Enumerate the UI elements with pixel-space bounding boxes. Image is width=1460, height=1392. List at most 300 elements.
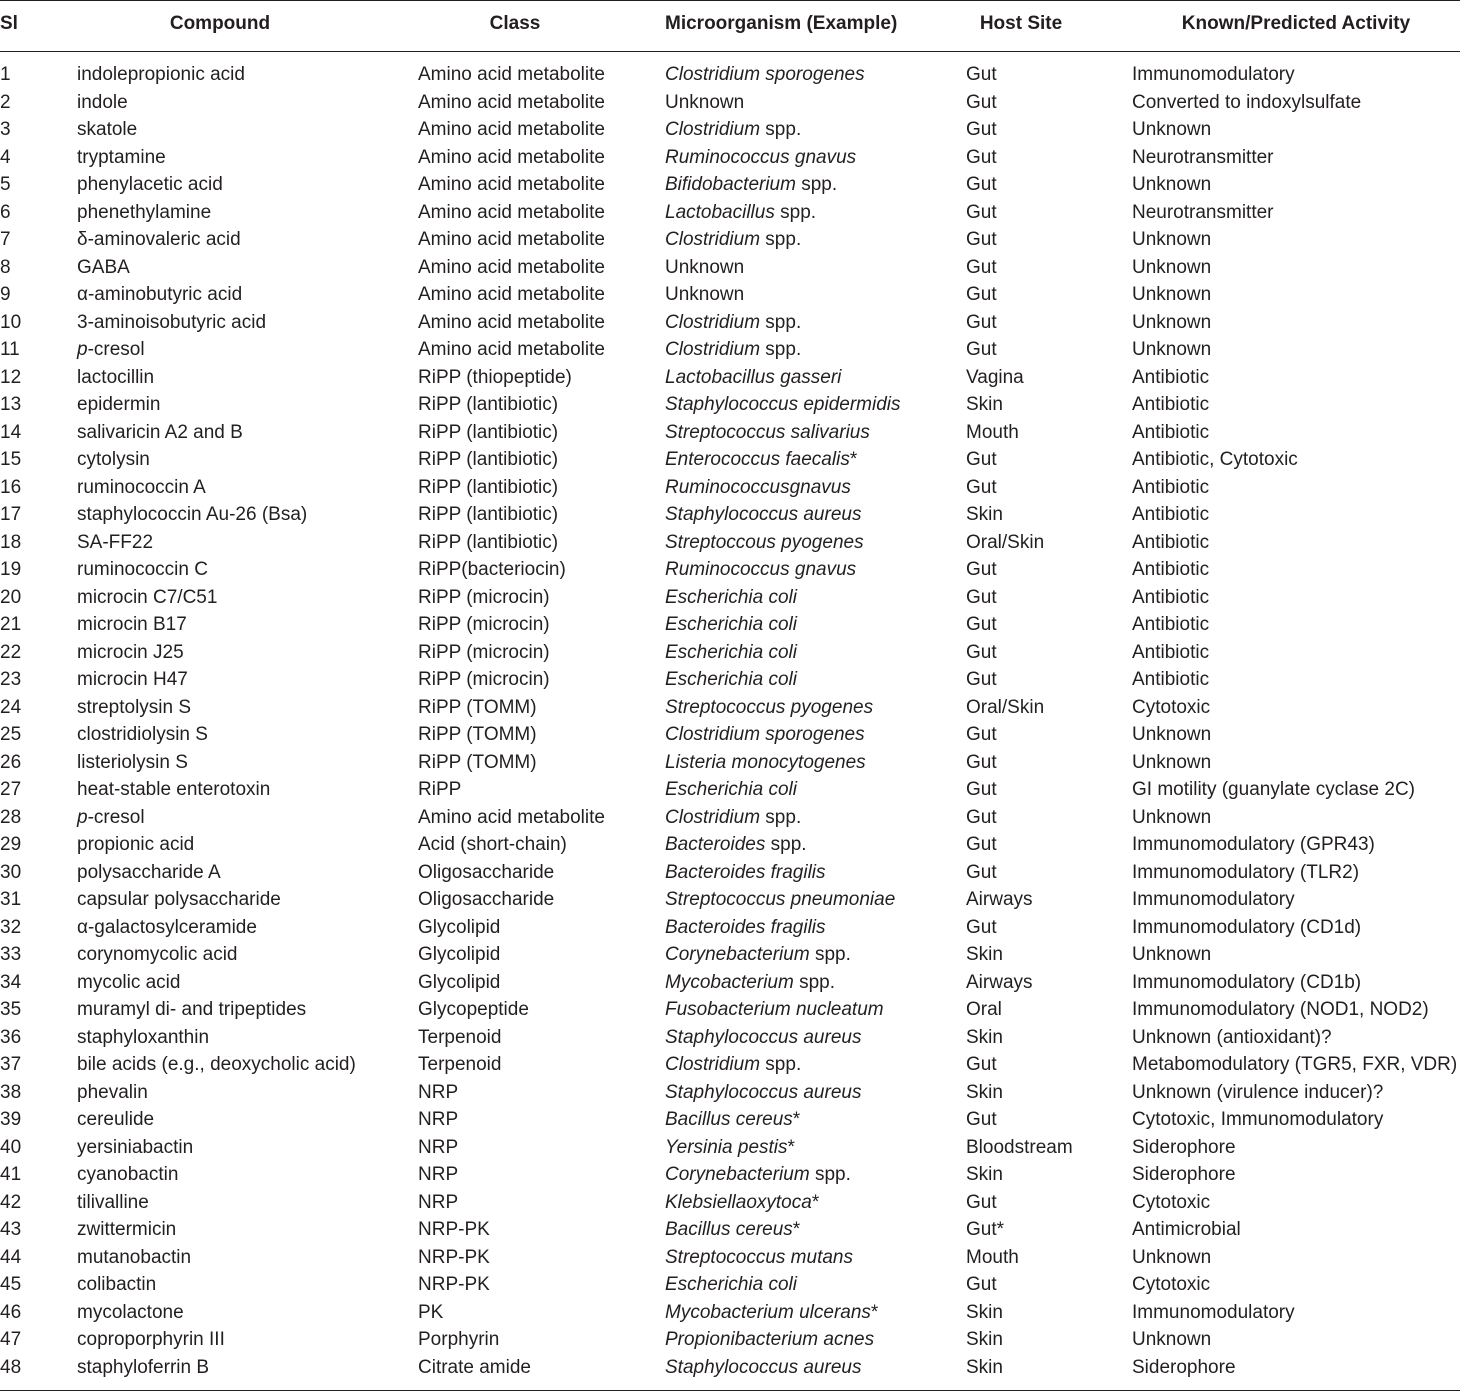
cell-compound: indole bbox=[77, 91, 128, 113]
cell-compound: clostridiolysin S bbox=[77, 724, 208, 745]
cell-compound: cereulide bbox=[77, 1109, 155, 1130]
header-activity: Known/Predicted Activity bbox=[1181, 13, 1411, 34]
cell-microorganism-rest: spp. bbox=[809, 944, 851, 965]
cell-host-site: Skin bbox=[966, 1329, 1003, 1350]
cell-class: NRP bbox=[418, 1109, 459, 1130]
cell-host-site: Gut bbox=[966, 256, 997, 278]
cell-microorganism-rest: * bbox=[870, 1301, 879, 1323]
cell-microorganism-italic: Clostridium bbox=[665, 339, 761, 360]
cell-activity: Antibiotic bbox=[1132, 559, 1210, 580]
cell-microorganism-italic: Lactobacillus gasseri bbox=[665, 366, 842, 388]
cell-host-site: Gut bbox=[966, 861, 997, 883]
cell-activity: Antibiotic bbox=[1132, 366, 1210, 388]
table-row bbox=[0, 915, 1460, 943]
cell-host-site: Gut bbox=[966, 669, 997, 690]
cell-activity: Unknown bbox=[1132, 339, 1212, 360]
cell-sl: 38 bbox=[0, 1081, 22, 1103]
cell-activity: Immunomodulatory (GPR43) bbox=[1132, 834, 1375, 855]
cell-class: NRP-PK bbox=[418, 1246, 490, 1268]
cell-class: Oligosaccharide bbox=[418, 889, 555, 910]
cell-compound: coproporphyrin III bbox=[77, 1329, 225, 1350]
cell-microorganism-rest: spp. bbox=[809, 1164, 851, 1185]
table-row bbox=[0, 1107, 1460, 1135]
cell-host-site: Skin bbox=[966, 1164, 1003, 1185]
cell-compound: tryptamine bbox=[77, 146, 166, 168]
cell-class: RiPP (thiopeptide) bbox=[418, 366, 572, 388]
cell-microorganism bbox=[665, 119, 801, 141]
cell-microorganism-italic: Bacteroides fragilis bbox=[665, 861, 826, 883]
cell-host-site: Gut bbox=[966, 1109, 997, 1130]
table-row bbox=[0, 337, 1460, 365]
cell-host-site: Gut bbox=[966, 119, 997, 140]
table-row bbox=[0, 530, 1460, 558]
cell-host-site: Airways bbox=[966, 889, 1033, 910]
table-row bbox=[0, 365, 1460, 393]
cell-microorganism-italic: Streptoccous pyogenes bbox=[665, 531, 864, 553]
cell-compound: mycolactone bbox=[77, 1301, 184, 1323]
cell-microorganism bbox=[665, 779, 797, 801]
cell-host-site: Gut bbox=[966, 1274, 997, 1295]
table-row bbox=[0, 585, 1460, 613]
cell-host-site: Gut bbox=[966, 614, 997, 635]
cell-microorganism-italic: Clostridium bbox=[665, 1054, 761, 1075]
table-row bbox=[0, 447, 1460, 475]
table-row bbox=[0, 1300, 1460, 1328]
cell-microorganism bbox=[665, 367, 841, 389]
cell-compound: lactocillin bbox=[77, 366, 155, 388]
cell-microorganism-italic: Clostridium bbox=[665, 229, 761, 250]
cell-compound: skatole bbox=[77, 119, 138, 140]
cell-compound: microcin B17 bbox=[77, 614, 187, 635]
table-row bbox=[0, 1025, 1460, 1053]
cell-activity: Immunomodulatory bbox=[1132, 64, 1295, 85]
cell-class: Glycolipid bbox=[418, 944, 501, 965]
cell-microorganism bbox=[665, 1274, 797, 1296]
table-row bbox=[0, 1052, 1460, 1080]
cell-class: RiPP (microcin) bbox=[418, 586, 550, 608]
table-row bbox=[0, 777, 1460, 805]
cell-microorganism bbox=[665, 1137, 795, 1159]
cell-microorganism-rest: spp. bbox=[765, 834, 807, 855]
cell-compound: phenethylamine bbox=[77, 201, 212, 223]
cell-activity: Unknown bbox=[1132, 944, 1212, 965]
cell-host-site: Gut bbox=[966, 174, 997, 195]
cell-host-site: Vagina bbox=[966, 366, 1024, 388]
cell-compound: microcin C7/C51 bbox=[77, 586, 218, 608]
cell-host-site: Skin bbox=[966, 944, 1003, 965]
cell-microorganism-italic: Escherichia coli bbox=[665, 1274, 797, 1295]
cell-microorganism bbox=[665, 257, 744, 279]
table-row bbox=[0, 832, 1460, 860]
cell-sl: 44 bbox=[0, 1246, 22, 1268]
cell-host-site: Skin bbox=[966, 1081, 1003, 1103]
cell-activity: Unknown bbox=[1132, 1246, 1212, 1268]
cell-microorganism-rest: Unknown bbox=[665, 256, 745, 278]
table-row bbox=[0, 640, 1460, 668]
cell-microorganism bbox=[665, 559, 856, 581]
cell-microorganism bbox=[665, 587, 797, 609]
cell-host-site: Oral/Skin bbox=[966, 531, 1045, 553]
cell-microorganism-italic: Mycobacterium bbox=[665, 971, 794, 993]
cell-microorganism bbox=[665, 284, 744, 306]
cell-compound: p-cresol bbox=[77, 806, 145, 828]
cell-host-site: Gut bbox=[966, 916, 997, 938]
header-sl: Sl bbox=[0, 13, 18, 34]
cell-compound: α-aminobutyric acid bbox=[77, 284, 243, 305]
cell-host-site: Gut bbox=[966, 586, 997, 608]
table-row bbox=[0, 145, 1460, 173]
cell-host-site: Gut bbox=[966, 146, 997, 168]
cell-activity: Antibiotic bbox=[1132, 614, 1210, 635]
cell-class: RiPP bbox=[418, 779, 462, 800]
cell-microorganism bbox=[665, 752, 866, 774]
table-row bbox=[0, 722, 1460, 750]
table-row bbox=[0, 227, 1460, 255]
cell-activity: Antibiotic bbox=[1132, 586, 1210, 608]
cell-sl: 18 bbox=[0, 531, 22, 553]
cell-microorganism bbox=[665, 1082, 861, 1104]
cell-class: Glycolipid bbox=[418, 971, 501, 993]
cell-sl: 34 bbox=[0, 971, 22, 993]
cell-microorganism bbox=[665, 1219, 800, 1241]
cell-sl: 43 bbox=[0, 1219, 22, 1240]
cell-host-site: Gut bbox=[966, 724, 997, 745]
cell-sl: 1 bbox=[0, 64, 11, 85]
cell-microorganism-rest: spp. bbox=[760, 1054, 802, 1075]
cell-microorganism-rest: spp. bbox=[760, 806, 802, 828]
cell-host-site: Airways bbox=[966, 971, 1033, 993]
cell-microorganism bbox=[665, 477, 851, 499]
cell-host-site: Gut bbox=[966, 1191, 997, 1213]
cell-activity: Cytotoxic bbox=[1132, 1191, 1211, 1213]
cell-sl: 45 bbox=[0, 1274, 22, 1295]
table-row bbox=[0, 1080, 1460, 1108]
table-row bbox=[0, 1217, 1460, 1245]
cell-microorganism bbox=[665, 999, 884, 1021]
cell-host-site: Gut* bbox=[966, 1219, 1005, 1240]
table-row bbox=[0, 942, 1460, 970]
cell-class: Amino acid metabolite bbox=[418, 339, 605, 360]
cell-class: Porphyrin bbox=[418, 1329, 500, 1350]
cell-microorganism-italic: Ruminococcusgnavus bbox=[665, 476, 851, 498]
cell-activity: Immunomodulatory (CD1b) bbox=[1132, 971, 1362, 993]
cell-sl: 47 bbox=[0, 1329, 22, 1350]
table-row bbox=[0, 1162, 1460, 1190]
cell-sl: 5 bbox=[0, 174, 11, 195]
table-row bbox=[0, 282, 1460, 310]
table-row bbox=[0, 887, 1460, 915]
cell-sl: 8 bbox=[0, 256, 11, 278]
cell-compound: microcin H47 bbox=[77, 669, 188, 690]
cell-class: RiPP (lantibiotic) bbox=[418, 504, 559, 525]
table-row bbox=[0, 1272, 1460, 1300]
cell-compound: phenylacetic acid bbox=[77, 174, 223, 195]
cell-microorganism-italic: Staphylococcus aureus bbox=[665, 1026, 862, 1048]
cell-activity: Unknown bbox=[1132, 284, 1212, 305]
cell-microorganism bbox=[665, 1302, 878, 1324]
cell-class: NRP bbox=[418, 1081, 459, 1103]
cell-microorganism-italic: Staphylococcus aureus bbox=[665, 1081, 862, 1103]
cell-sl: 22 bbox=[0, 641, 22, 663]
cell-activity: Siderophore bbox=[1132, 1164, 1236, 1185]
cell-sl: 3 bbox=[0, 119, 11, 140]
cell-activity: Metabomodulatory (TGR5, FXR, VDR) bbox=[1132, 1054, 1458, 1075]
cell-microorganism bbox=[665, 1357, 861, 1379]
table-row bbox=[0, 695, 1460, 723]
cell-activity: Unknown bbox=[1132, 806, 1212, 828]
cell-microorganism bbox=[665, 1027, 861, 1049]
cell-sl: 12 bbox=[0, 366, 22, 388]
cell-class: Amino acid metabolite bbox=[418, 806, 605, 828]
cell-class: RiPP (lantibiotic) bbox=[418, 531, 559, 553]
cell-class: RiPP (lantibiotic) bbox=[418, 449, 559, 470]
cell-activity: Neurotransmitter bbox=[1132, 146, 1274, 168]
cell-microorganism-rest: spp. bbox=[760, 339, 802, 360]
cell-microorganism-rest: Unknown bbox=[665, 284, 745, 305]
cell-microorganism-rest: * bbox=[792, 1219, 801, 1240]
cell-sl: 11 bbox=[0, 339, 20, 360]
cell-activity: Antimicrobial bbox=[1132, 1219, 1241, 1240]
cell-class: NRP bbox=[418, 1191, 459, 1213]
cell-sl: 24 bbox=[0, 696, 22, 718]
cell-microorganism bbox=[665, 1329, 874, 1351]
cell-microorganism bbox=[665, 889, 895, 911]
cell-sl: 7 bbox=[0, 229, 11, 250]
cell-host-site: Gut bbox=[966, 476, 997, 498]
cell-compound: mycolic acid bbox=[77, 971, 181, 993]
cell-microorganism bbox=[665, 147, 856, 169]
cell-microorganism-italic: Streptococcus salivarius bbox=[665, 421, 870, 443]
cell-compound: yersiniabactin bbox=[77, 1136, 194, 1158]
cell-activity: Immunomodulatory (TLR2) bbox=[1132, 861, 1360, 883]
cell-microorganism-italic: Streptococcus mutans bbox=[665, 1246, 853, 1268]
cell-activity: Antibiotic bbox=[1132, 669, 1210, 690]
cell-class: Amino acid metabolite bbox=[418, 119, 605, 140]
cell-microorganism-rest: * bbox=[849, 449, 858, 470]
cell-class: Amino acid metabolite bbox=[418, 91, 605, 113]
cell-class: Citrate amide bbox=[418, 1356, 531, 1378]
cell-compound: cyanobactin bbox=[77, 1164, 179, 1185]
cell-activity: Unknown bbox=[1132, 119, 1212, 140]
cell-sl: 30 bbox=[0, 861, 22, 883]
cell-host-site: Mouth bbox=[966, 421, 1019, 443]
cell-microorganism-italic: Bacillus cereus bbox=[665, 1219, 793, 1240]
cell-compound: p-cresol bbox=[77, 339, 145, 360]
cell-compound: mutanobactin bbox=[77, 1246, 192, 1268]
cell-microorganism bbox=[665, 1192, 819, 1214]
cell-sl: 26 bbox=[0, 751, 22, 773]
cell-microorganism bbox=[665, 642, 797, 664]
cell-microorganism-italic: Clostridium bbox=[665, 311, 761, 333]
cell-microorganism bbox=[665, 449, 857, 471]
cell-class: Amino acid metabolite bbox=[418, 64, 605, 85]
cell-class: Glycolipid bbox=[418, 916, 501, 938]
table-row bbox=[0, 392, 1460, 420]
cell-sl: 42 bbox=[0, 1191, 22, 1213]
cell-compound: ruminococcin C bbox=[77, 559, 208, 580]
cell-class: NRP-PK bbox=[418, 1274, 490, 1295]
cell-microorganism-rest: * bbox=[792, 1109, 801, 1130]
cell-microorganism bbox=[665, 862, 826, 884]
cell-microorganism bbox=[665, 312, 801, 334]
cell-host-site: Gut bbox=[966, 449, 997, 470]
cell-compound: microcin J25 bbox=[77, 641, 184, 663]
cell-compound: epidermin bbox=[77, 394, 161, 415]
cell-microorganism-italic: Bacteroides bbox=[665, 834, 766, 855]
cell-sl: 2 bbox=[0, 91, 11, 113]
table-row bbox=[0, 502, 1460, 530]
cell-microorganism bbox=[665, 1109, 800, 1131]
cell-activity: Unknown bbox=[1132, 1329, 1212, 1350]
cell-microorganism-rest: spp. bbox=[774, 201, 817, 223]
cell-compound: δ-aminovaleric acid bbox=[77, 229, 241, 250]
cell-microorganism-italic: Escherichia coli bbox=[665, 669, 797, 690]
cell-microorganism-italic: Corynebacterium bbox=[665, 944, 810, 965]
cell-sl: 16 bbox=[0, 476, 22, 498]
cell-sl: 46 bbox=[0, 1301, 22, 1323]
cell-host-site: Gut bbox=[966, 284, 997, 305]
cell-microorganism-italic: Clostridium sporogenes bbox=[665, 64, 865, 85]
cell-activity: Antibiotic bbox=[1132, 394, 1210, 415]
header-microorganism: Microorganism (Example) bbox=[665, 13, 898, 34]
cell-compound: salivaricin A2 and B bbox=[77, 421, 243, 443]
cell-class: PK bbox=[418, 1301, 444, 1323]
cell-compound: colibactin bbox=[77, 1274, 157, 1295]
header-host-site: Host Site bbox=[979, 13, 1063, 34]
cell-microorganism-italic: Fusobacterium nucleatum bbox=[665, 999, 884, 1020]
cell-sl: 32 bbox=[0, 916, 22, 938]
cell-microorganism bbox=[665, 422, 870, 444]
cell-class: RiPP (TOMM) bbox=[418, 696, 537, 718]
table-row bbox=[0, 90, 1460, 118]
cell-activity: Antibiotic, Cytotoxic bbox=[1132, 449, 1298, 470]
cell-compound: capsular polysaccharide bbox=[77, 889, 281, 910]
cell-host-site: Gut bbox=[966, 311, 997, 333]
cell-compound: streptolysin S bbox=[77, 696, 192, 718]
cell-class: Terpenoid bbox=[418, 1026, 502, 1048]
cell-microorganism-italic: Staphylococcus aureus bbox=[665, 1356, 862, 1378]
cell-compound: zwittermicin bbox=[77, 1219, 177, 1240]
cell-sl: 17 bbox=[0, 504, 22, 525]
cell-microorganism-italic: Clostridium sporogenes bbox=[665, 724, 865, 745]
cell-microorganism bbox=[665, 834, 807, 856]
cell-class: Oligosaccharide bbox=[418, 861, 555, 883]
cell-compound: polysaccharide A bbox=[77, 861, 221, 883]
cell-sl: 15 bbox=[0, 449, 22, 470]
cell-sl: 27 bbox=[0, 779, 22, 800]
cell-microorganism-italic: Clostridium bbox=[665, 119, 761, 140]
cell-sl: 37 bbox=[0, 1054, 22, 1075]
cell-class: RiPP (TOMM) bbox=[418, 724, 537, 745]
cell-compound: bile acids (e.g., deoxycholic acid) bbox=[77, 1054, 356, 1075]
cell-host-site: Gut bbox=[966, 559, 997, 580]
cell-class: RiPP (lantibiotic) bbox=[418, 476, 559, 498]
bottom-rule bbox=[0, 1390, 1460, 1391]
table-row bbox=[0, 1355, 1460, 1383]
cell-class: Glycopeptide bbox=[418, 999, 529, 1020]
cell-microorganism bbox=[665, 917, 826, 939]
cell-compound: ruminococcin A bbox=[77, 476, 206, 498]
cell-sl: 21 bbox=[0, 614, 22, 635]
cell-microorganism bbox=[665, 669, 797, 691]
table-row bbox=[0, 667, 1460, 695]
cell-sl: 23 bbox=[0, 669, 22, 690]
cell-compound: staphyloxanthin bbox=[77, 1026, 210, 1048]
cell-class: Amino acid metabolite bbox=[418, 284, 605, 305]
cell-microorganism bbox=[665, 229, 801, 251]
cell-microorganism bbox=[665, 1054, 801, 1076]
cell-sl: 33 bbox=[0, 944, 22, 965]
cell-microorganism-italic: Staphylococcus epidermidis bbox=[665, 394, 901, 415]
cell-microorganism bbox=[665, 807, 801, 829]
table-row bbox=[0, 255, 1460, 283]
cell-compound: corynomycolic acid bbox=[77, 944, 238, 965]
cell-host-site: Gut bbox=[966, 64, 997, 85]
cell-sl: 28 bbox=[0, 806, 22, 828]
cell-microorganism bbox=[665, 697, 873, 719]
cell-class: Terpenoid bbox=[418, 1054, 502, 1075]
cell-class: Acid (short-chain) bbox=[418, 834, 567, 855]
cell-microorganism bbox=[665, 174, 837, 196]
cell-sl: 36 bbox=[0, 1026, 22, 1048]
cell-compound: listeriolysin S bbox=[77, 751, 188, 773]
cell-sl: 10 bbox=[0, 311, 22, 333]
table-row bbox=[0, 475, 1460, 503]
table-row bbox=[0, 612, 1460, 640]
cell-host-site: Skin bbox=[966, 504, 1003, 525]
cell-microorganism-italic: Ruminococcus gnavus bbox=[665, 559, 857, 580]
table-row bbox=[0, 750, 1460, 778]
cell-microorganism bbox=[665, 339, 801, 361]
cell-activity: Unknown bbox=[1132, 174, 1212, 195]
cell-class: Amino acid metabolite bbox=[418, 311, 605, 333]
cell-class: Amino acid metabolite bbox=[418, 201, 605, 223]
cell-activity: Antibiotic bbox=[1132, 504, 1210, 525]
cell-activity: Unknown bbox=[1132, 256, 1212, 278]
cell-sl: 4 bbox=[0, 146, 11, 168]
cell-activity: Unknown (antioxidant)? bbox=[1132, 1026, 1332, 1048]
header-compound: Compound bbox=[169, 13, 271, 34]
cell-activity: Immunomodulatory (NOD1, NOD2) bbox=[1132, 999, 1429, 1020]
cell-microorganism-rest: spp. bbox=[760, 311, 802, 333]
cell-microorganism bbox=[665, 64, 865, 86]
cell-microorganism bbox=[665, 394, 901, 416]
cell-host-site: Bloodstream bbox=[966, 1136, 1073, 1158]
cell-microorganism-italic: Mycobacterium ulcerans bbox=[665, 1301, 871, 1323]
cell-host-site: Oral/Skin bbox=[966, 696, 1045, 718]
table-row bbox=[0, 1327, 1460, 1355]
cell-microorganism-italic: Klebsiellaoxytoca bbox=[665, 1191, 812, 1213]
cell-sl: 35 bbox=[0, 999, 22, 1020]
cell-class: RiPP (microcin) bbox=[418, 614, 550, 635]
table-row bbox=[0, 1190, 1460, 1218]
cell-host-site: Gut bbox=[966, 779, 997, 800]
cell-class: RiPP(bacteriocin) bbox=[418, 559, 566, 580]
cell-host-site: Gut bbox=[966, 641, 997, 663]
cell-activity: Antibiotic bbox=[1132, 476, 1210, 498]
cell-microorganism-italic: Listeria monocytogenes bbox=[665, 751, 866, 773]
cell-sl: 40 bbox=[0, 1136, 22, 1158]
cell-microorganism-italic: Clostridium bbox=[665, 806, 761, 828]
cell-activity: Immunomodulatory bbox=[1132, 889, 1295, 910]
cell-sl: 25 bbox=[0, 724, 22, 745]
cell-microorganism-rest: Unknown bbox=[665, 91, 745, 113]
cell-activity: Converted to indoxylsulfate bbox=[1132, 91, 1362, 113]
cell-sl: 19 bbox=[0, 559, 22, 580]
cell-sl: 13 bbox=[0, 394, 22, 415]
table-row bbox=[0, 200, 1460, 228]
table-header bbox=[0, 0, 1460, 52]
